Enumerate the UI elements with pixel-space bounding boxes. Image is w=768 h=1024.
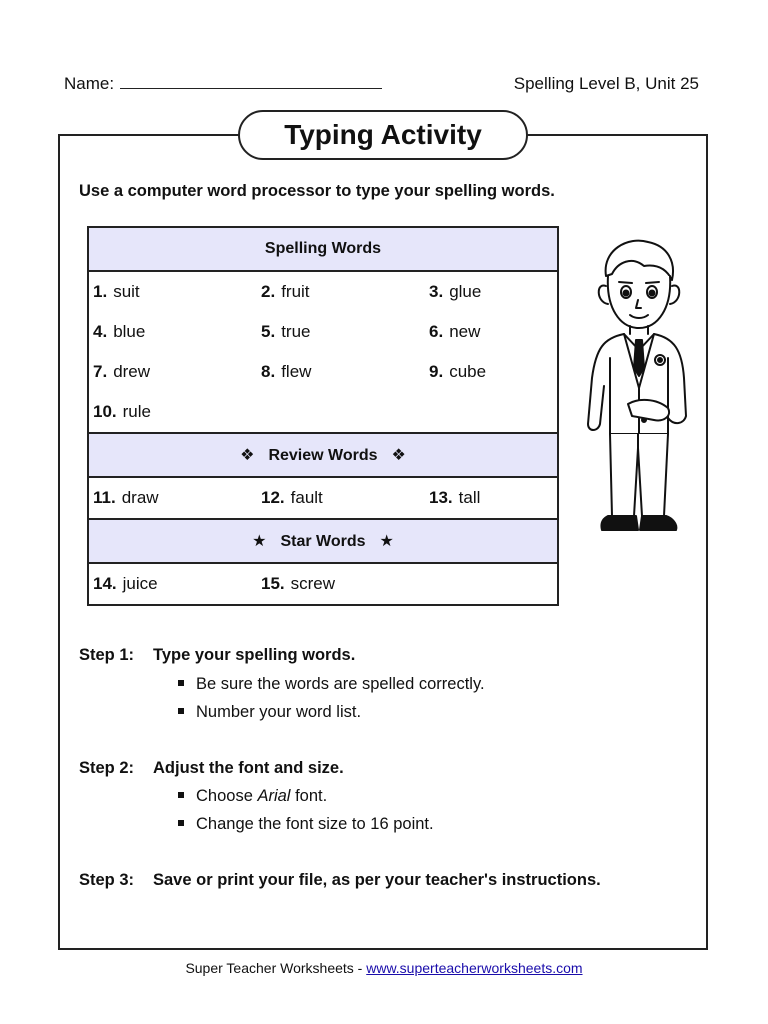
spelling-word: blue	[113, 322, 146, 341]
star-icon: ★	[379, 533, 394, 550]
name-field	[64, 74, 382, 94]
word-cell	[88, 312, 257, 352]
table-row	[88, 312, 558, 352]
bullet-text: Number your word list.	[196, 703, 362, 721]
boy-in-suit-illustration	[568, 228, 708, 548]
word-cell	[257, 271, 425, 312]
spelling-words-heading-row	[88, 227, 558, 271]
list-item	[178, 675, 485, 694]
empty-cell	[425, 563, 558, 605]
word-cell	[88, 563, 257, 605]
table-row	[88, 271, 558, 312]
table-row	[88, 352, 558, 392]
table-row	[88, 392, 558, 433]
word-number: 2.	[261, 282, 276, 301]
bullet-icon	[178, 680, 184, 686]
diamond-icon: ❖	[240, 447, 255, 464]
review-word: fault	[290, 488, 323, 507]
spelling-word: new	[449, 322, 481, 341]
review-words-heading-row	[88, 433, 558, 477]
bullet-text-post: font.	[290, 787, 328, 805]
star-word: screw	[290, 574, 336, 593]
step-label: Step 1:	[79, 646, 135, 664]
step-text: Type your spelling words.	[153, 646, 356, 664]
word-cell	[425, 352, 558, 392]
word-cell	[88, 352, 257, 392]
word-cell	[425, 271, 558, 312]
list-item	[178, 703, 361, 722]
diamond-icon: ❖	[391, 447, 406, 464]
word-number: 6.	[429, 322, 444, 341]
page-title: Typing Activity	[238, 110, 528, 160]
name-label: Name:	[64, 74, 115, 93]
word-cell	[88, 271, 257, 312]
word-number: 13.	[429, 488, 453, 507]
word-number: 7.	[93, 362, 108, 381]
word-cell	[257, 312, 425, 352]
spelling-word: true	[281, 322, 311, 341]
instructions-text: Use a computer word processor to type your spelling words.	[79, 182, 555, 200]
footer	[0, 960, 768, 976]
word-cell	[257, 563, 425, 605]
star-words-label: Star Words	[280, 533, 366, 550]
word-cell	[88, 477, 257, 519]
step-text: Save or print your file, as per your teacher's instructions.	[153, 871, 601, 889]
table-row	[88, 477, 558, 519]
step-1	[79, 646, 355, 665]
bullet-icon	[178, 820, 184, 826]
bullet-icon	[178, 708, 184, 714]
star-word: juice	[122, 574, 158, 593]
name-blank-line[interactable]	[120, 74, 382, 89]
bullet-text: Be sure the words are spelled correctly.	[196, 675, 485, 693]
word-number: 12.	[261, 488, 285, 507]
step-2	[79, 759, 344, 778]
word-number: 8.	[261, 362, 276, 381]
word-cell	[425, 477, 558, 519]
word-number: 1.	[93, 282, 108, 301]
word-cell	[257, 477, 425, 519]
word-number: 15.	[261, 574, 285, 593]
word-number: 5.	[261, 322, 276, 341]
table-row	[88, 563, 558, 605]
footer-link[interactable]: www.superteacherworksheets.com	[366, 960, 583, 976]
bullet-text: Change the font size to 16 point.	[196, 815, 434, 833]
list-item	[178, 815, 434, 834]
list-item	[178, 787, 327, 806]
word-number: 4.	[93, 322, 108, 341]
bullet-text-pre: Choose	[196, 787, 258, 805]
bullet-icon	[178, 792, 184, 798]
step-text: Adjust the font and size.	[153, 759, 344, 777]
step-3	[79, 871, 601, 890]
spelling-word: flew	[281, 362, 312, 381]
review-words-label: Review Words	[268, 447, 378, 464]
spelling-words-heading: Spelling Words	[88, 227, 558, 271]
spelling-word: rule	[122, 402, 151, 421]
spelling-words-table	[87, 226, 559, 606]
word-number: 14.	[93, 574, 117, 593]
word-number: 9.	[429, 362, 444, 381]
word-number: 11.	[93, 488, 116, 507]
word-cell	[425, 312, 558, 352]
bullet-text-emphasis: Arial	[257, 787, 291, 805]
review-words-heading	[88, 433, 558, 477]
level-unit-label: Spelling Level B, Unit 25	[513, 74, 699, 93]
spelling-word: fruit	[281, 282, 310, 301]
star-words-heading-row	[88, 519, 558, 563]
review-word: draw	[121, 488, 159, 507]
spelling-word: drew	[113, 362, 151, 381]
spelling-word: suit	[113, 282, 140, 301]
step-label: Step 2:	[79, 759, 135, 777]
star-icon: ★	[252, 533, 267, 550]
word-number: 10.	[93, 402, 117, 421]
empty-cell	[257, 392, 425, 433]
step-label: Step 3:	[79, 871, 135, 889]
review-word: tall	[458, 488, 481, 507]
empty-cell	[425, 392, 558, 433]
footer-text: Super Teacher Worksheets -	[185, 960, 367, 976]
spelling-word: glue	[449, 282, 482, 301]
word-cell	[88, 392, 257, 433]
word-number: 3.	[429, 282, 444, 301]
star-words-heading	[88, 519, 558, 563]
word-cell	[257, 352, 425, 392]
spelling-word: cube	[449, 362, 487, 381]
